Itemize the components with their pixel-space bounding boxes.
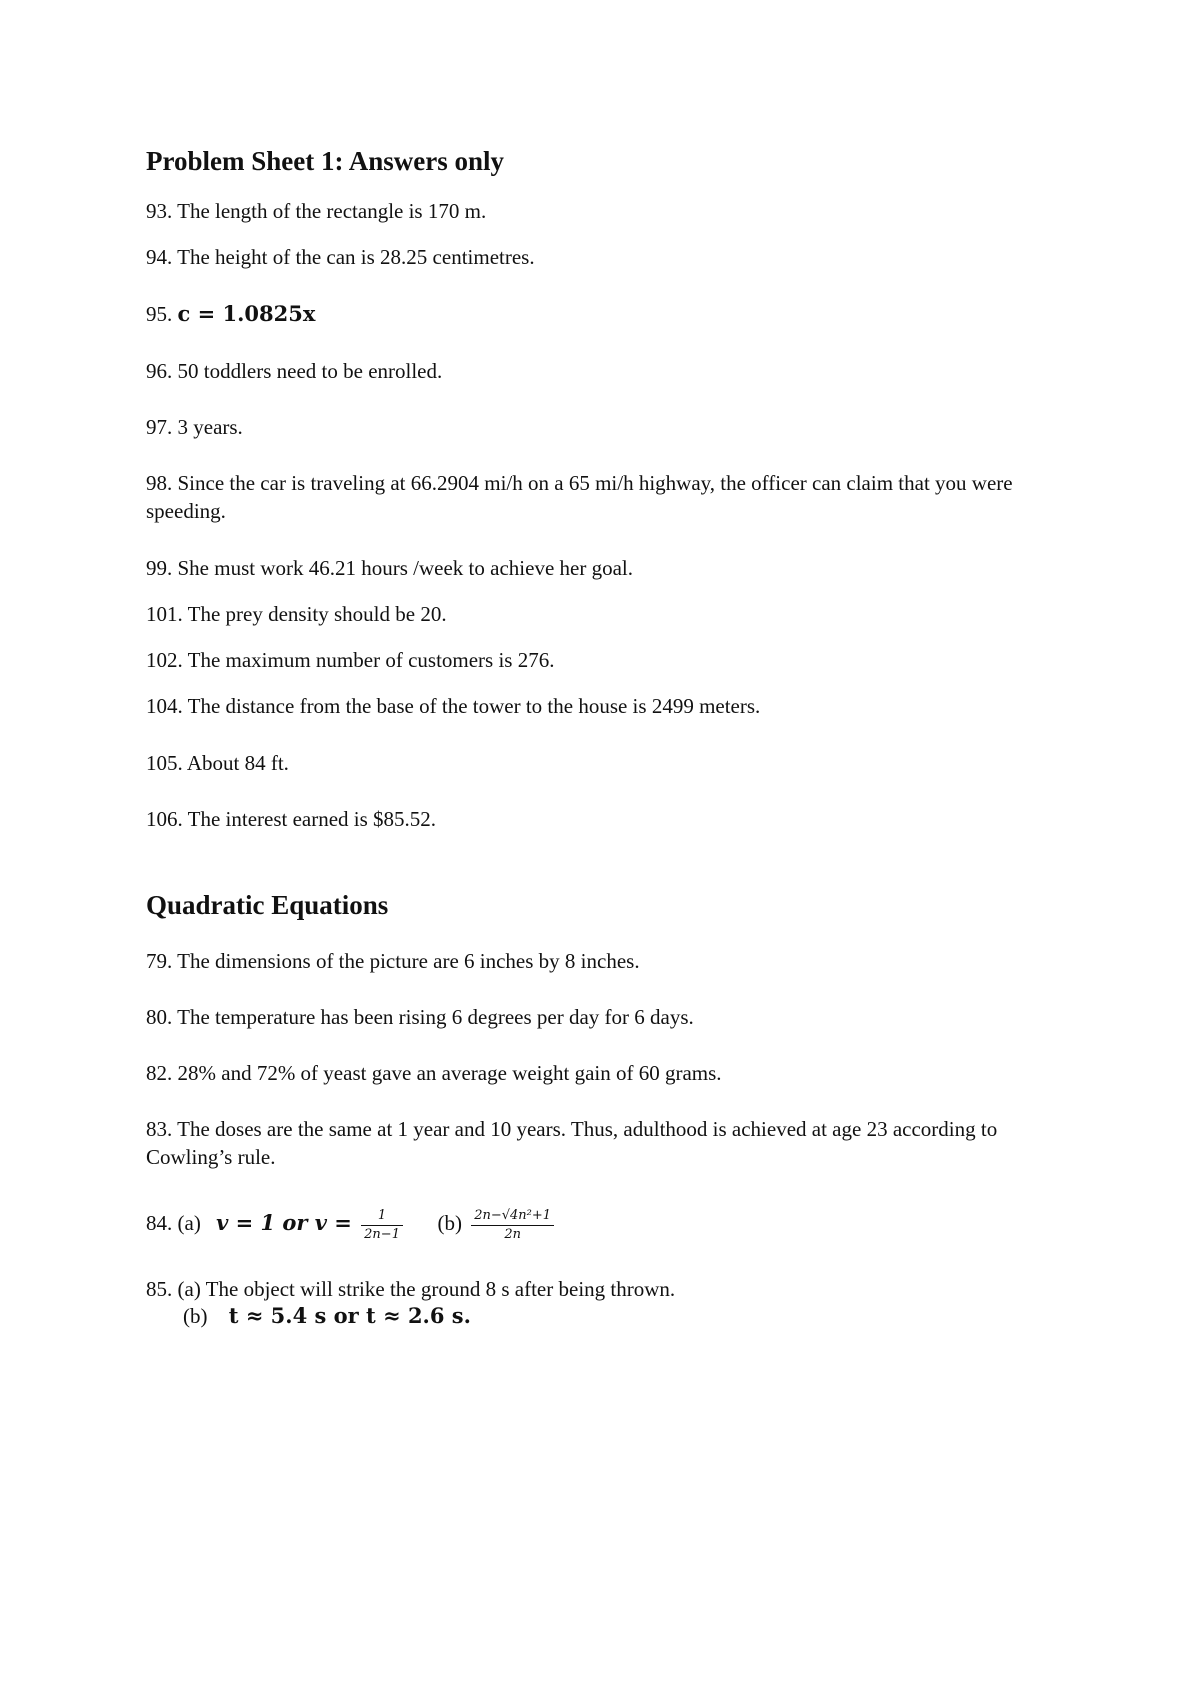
answer-106: 106. The interest earned is $85.52.	[146, 807, 437, 831]
answer-104: 104. The distance from the base of the tower to the house is 2499 meters.	[146, 694, 761, 718]
answer-85-b-equation: t ≈ 5.4 s or t ≈ 2.6 s.	[228, 1303, 471, 1328]
answer-85-b-label: (b)	[183, 1304, 208, 1328]
answer-96: 96. 50 toddlers need to be enrolled.	[146, 359, 443, 383]
answer-95-equation: c = 1.0825x	[177, 301, 316, 326]
fraction-a-denominator: 2n−1	[364, 1226, 400, 1242]
answer-94: 94. The height of the can is 28.25 centimetres.	[146, 245, 535, 269]
fraction-a-numerator: 1	[361, 1208, 403, 1226]
answer-82: 82. 28% and 72% of yeast gave an average weight gain of 60 grams.	[146, 1061, 722, 1085]
answer-93: 93. The length of the rectangle is 170 m.	[146, 199, 487, 223]
answer-85-b	[183, 1302, 471, 1330]
fraction-b-denominator: 2n	[504, 1226, 521, 1242]
answer-95	[146, 300, 315, 328]
answer-83: 83. The doses are the same at 1 year and 10 years. Thus, adulthood is achieved at age 23 according to Cowling’s rule.	[146, 1117, 998, 1169]
answer-84-fraction-b	[471, 1208, 554, 1243]
section-title-problem-sheet: Problem Sheet 1: Answers only	[146, 146, 504, 176]
answer-84-part-b-label: (b)	[437, 1211, 462, 1235]
answer-84-part-a: v = 1 or v =	[216, 1210, 352, 1235]
section-title-quadratic-equations: Quadratic Equations	[146, 890, 389, 920]
answer-84-fraction-a	[361, 1208, 403, 1243]
answer-84	[146, 1198, 558, 1248]
answer-79: 79. The dimensions of the picture are 6 inches by 8 inches.	[146, 949, 640, 973]
answer-98: 98. Since the car is traveling at 66.2904 mi/h on a 65 mi/h highway, the officer can claim that you were speeding.	[146, 471, 1013, 523]
answer-99: 99. She must work 46.21 hours /week to achieve her goal.	[146, 556, 633, 580]
fraction-b-numerator: 2n−√4n²+1	[471, 1208, 554, 1226]
answer-95-number: 95.	[146, 302, 178, 326]
answer-97: 97. 3 years.	[146, 415, 243, 439]
answer-105: 105. About 84 ft.	[146, 751, 289, 775]
answer-102: 102. The maximum number of customers is 276.	[146, 648, 555, 672]
answer-85-a: 85. (a) The object will strike the ground 8 s after being thrown.	[146, 1277, 676, 1301]
answer-84-prefix: 84. (a)	[146, 1211, 201, 1235]
answer-80: 80. The temperature has been rising 6 degrees per day for 6 days.	[146, 1005, 694, 1029]
answer-101: 101. The prey density should be 20.	[146, 602, 447, 626]
